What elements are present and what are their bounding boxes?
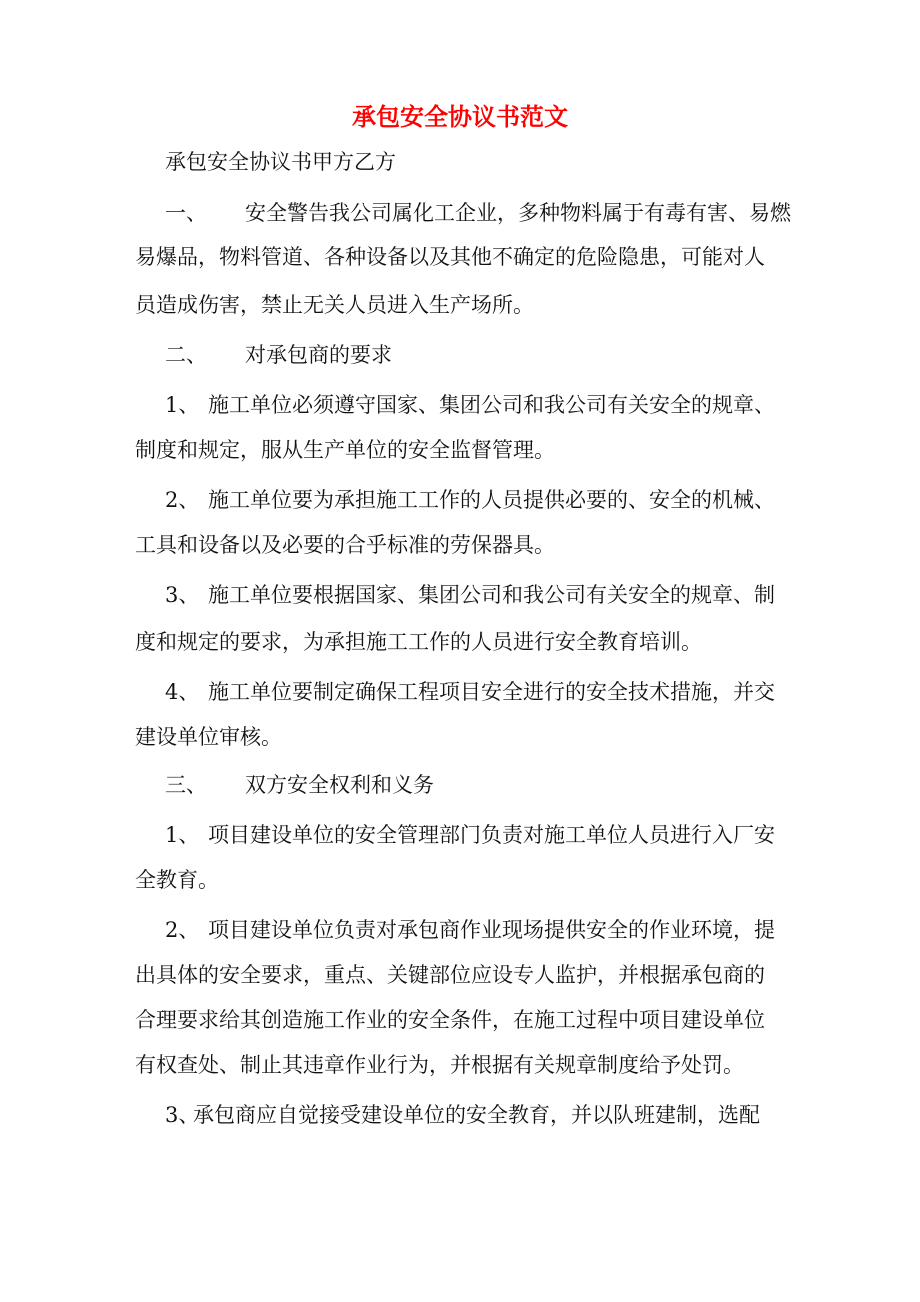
- paragraph-line: 承包商应自觉接受建设单位的安全教育，并以队班建制，选配: [193, 1103, 760, 1127]
- paragraph-line: 员造成伤害，禁止无关人员进入生产场所。: [135, 293, 534, 317]
- paragraph-line: 对承包商的要求: [245, 343, 392, 367]
- paragraph-number: 一、: [165, 201, 207, 225]
- paragraph-number: 1、: [165, 823, 200, 847]
- paragraph-line: 施工单位要根据国家、集团公司和我公司有关安全的规章、制: [208, 583, 775, 607]
- document-title: 承包安全协议书范文: [352, 102, 568, 131]
- paragraph-line: 项目建设单位的安全管理部门负责对施工单位人员进行入厂安: [208, 823, 775, 847]
- paragraph-line: 项目建设单位负责对承包商作业现场提供安全的作业环境，提: [208, 918, 775, 942]
- paragraph-line: 度和规定的要求，为承担施工工作的人员进行安全教育培训。: [135, 630, 702, 654]
- paragraph-line: 出具体的安全要求，重点、关键部位应设专人监护，并根据承包商的: [135, 963, 765, 987]
- paragraph-number: 2、: [165, 488, 200, 512]
- paragraph-line: 合理要求给其创造施工作业的安全条件，在施工过程中项目建设单位: [135, 1008, 765, 1032]
- paragraph-line: 施工单位必须遵守国家、集团公司和我公司有关安全的规章、: [208, 393, 775, 417]
- paragraph-number: 3、: [165, 583, 200, 607]
- subtitle: 承包安全协议书甲方乙方: [165, 150, 396, 174]
- paragraph-number: 三、: [165, 773, 207, 797]
- paragraph-number: 3、: [165, 1103, 200, 1127]
- paragraph-line: 全教育。: [135, 868, 219, 892]
- paragraph-number: 2、: [165, 918, 200, 942]
- paragraph-line: 制度和规定，服从生产单位的安全监督管理。: [135, 438, 555, 462]
- paragraph-line: 施工单位要为承担施工工作的人员提供必要的、安全的机械、: [208, 488, 775, 512]
- paragraph-line: 施工单位要制定确保工程项目安全进行的安全技术措施，并交: [208, 680, 775, 704]
- paragraph-number: 1、: [165, 393, 200, 417]
- paragraph-line: 安全警告我公司属化工企业，多种物料属于有毒有害、易燃: [245, 201, 791, 225]
- paragraph-line: 工具和设备以及必要的合乎标准的劳保器具。: [135, 533, 555, 557]
- paragraph-line: 易爆品，物料管道、各种设备以及其他不确定的危险隐患，可能对人: [135, 245, 765, 269]
- paragraph-number: 4、: [165, 680, 200, 704]
- paragraph-line: 建设单位审核。: [135, 725, 282, 749]
- paragraph-line: 有权查处、制止其违章作业行为，并根据有关规章制度给予处罚。: [135, 1053, 744, 1077]
- paragraph-line: 双方安全权利和义务: [245, 773, 434, 797]
- paragraph-number: 二、: [165, 343, 207, 367]
